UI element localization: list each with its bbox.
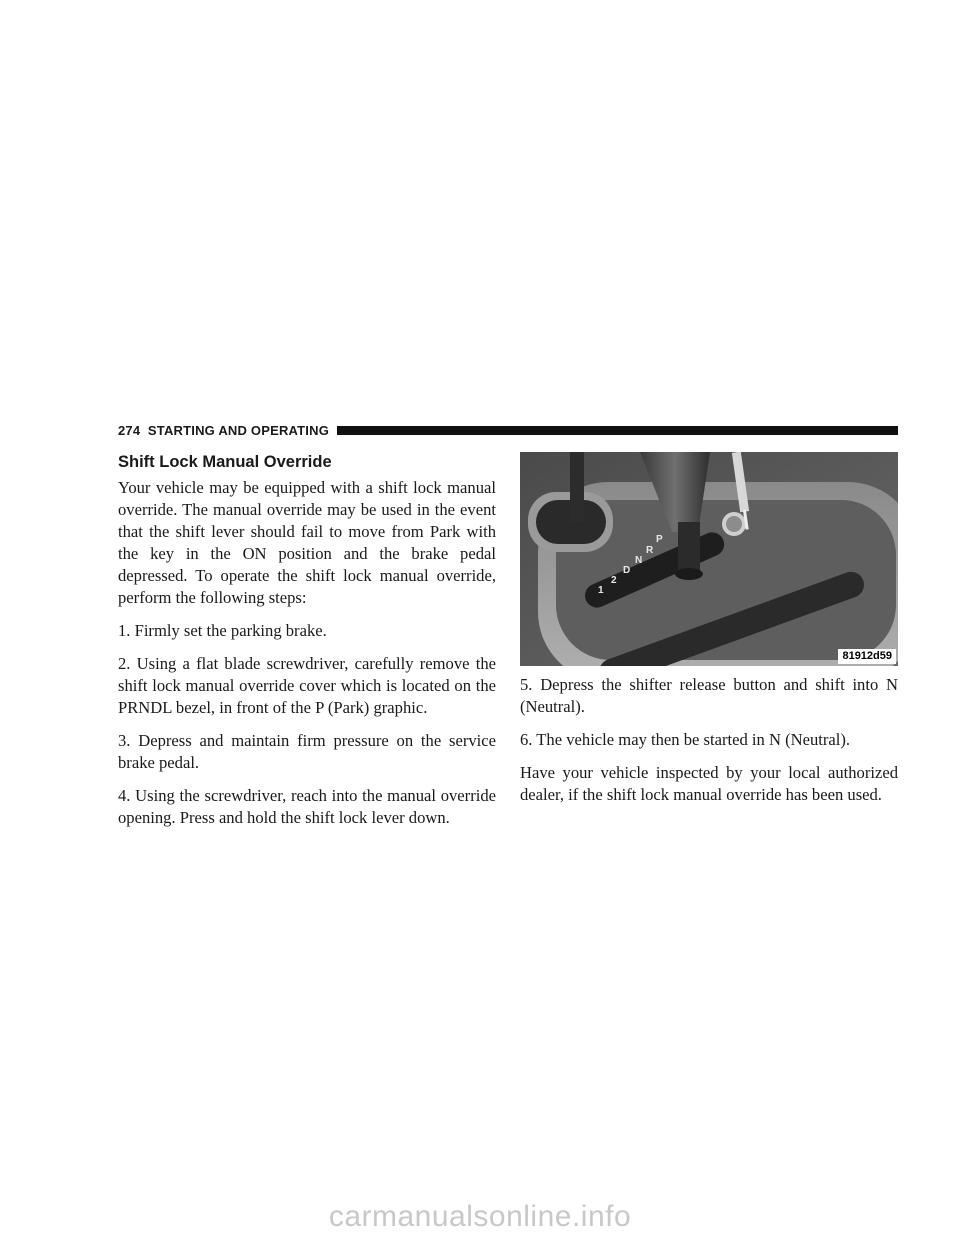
left-column — [118, 452, 496, 840]
gear-label-d: D — [623, 565, 631, 576]
gear-label-1: 1 — [598, 585, 604, 596]
gear-label-r: R — [646, 545, 654, 556]
gear-label-p: P — [656, 534, 663, 545]
step-6: 6. The vehicle may then be started in N (Neutral). — [520, 730, 851, 749]
watermark: carmanualsonline.info — [328, 1200, 632, 1233]
intro-paragraph: Your vehicle may be equipped with a shift lock manual override. The manual override may be used in the event that the shift lever should fail to move from Park with the key in the ON position and the brake pedal depressed. To operate the shift lock manual override, perform the following steps: — [118, 478, 496, 607]
page-header — [118, 421, 898, 439]
gear-label-n: N — [635, 555, 643, 566]
step-3: 3. Depress and maintain firm pressure on the service brake pedal. — [118, 731, 496, 772]
page-number: 274 — [118, 422, 141, 438]
header-rule — [337, 426, 898, 435]
section-title: Shift Lock Manual Override — [118, 453, 332, 471]
shifter-photo — [520, 452, 898, 666]
page-header-text — [118, 423, 329, 438]
step-2: 2. Using a flat blade screwdriver, carefully remove the shift lock manual override cover which is located on the PRNDL bezel, in front of the P (Park) graphic. — [118, 654, 496, 717]
gear-label-2: 2 — [611, 575, 617, 586]
section-name: STARTING AND OPERATING — [147, 422, 330, 438]
right-column — [520, 452, 898, 817]
figure-id: 81912d59 — [838, 649, 896, 664]
step-1: 1. Firmly set the parking brake. — [118, 621, 327, 640]
step-5: 5. Depress the shifter release button and shift into N (Neutral). — [520, 675, 898, 716]
closing-paragraph: Have your vehicle inspected by your local authorized dealer, if the shift lock manual override has been used. — [520, 763, 898, 804]
step-4: 4. Using the screwdriver, reach into the manual override opening. Press and hold the shift lock lever down. — [118, 786, 496, 827]
shifter-illustration — [520, 452, 898, 666]
